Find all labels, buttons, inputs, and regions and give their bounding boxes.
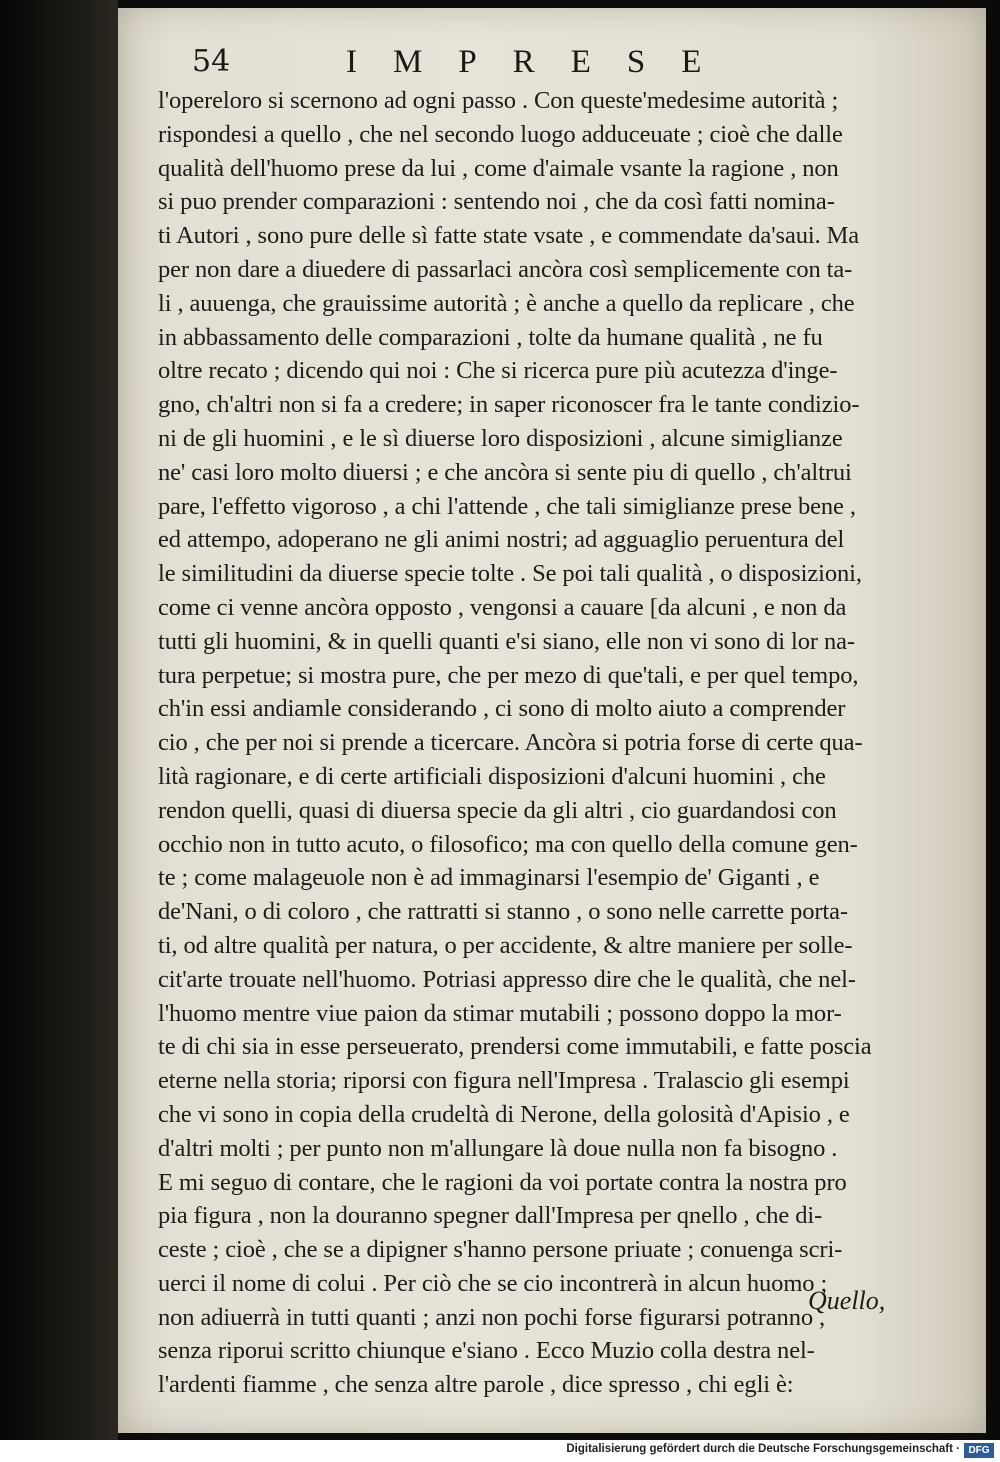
text-line: pare, l'effetto vigoroso , a chi l'attende , che tali simiglianze prese bene , — [158, 492, 856, 520]
text-line: che vi sono in copia della crudeltà di Nerone, della golosità d'Apisio , e — [158, 1100, 850, 1128]
page-edge-shadow — [986, 0, 1000, 1440]
text-line: non adiuerrà in tutti quanti ; anzi non pochi forse figurarsi potranno , — [158, 1303, 826, 1331]
text-line: oltre recato ; dicendo qui noi : Che si ricerca pure più acutezza d'inge- — [158, 357, 838, 385]
text-line: tura perpetue; si mostra pure, che per mezo di que'tali, e per quel tempo, — [158, 661, 859, 689]
text-line: ch'in essi andiamle considerando , ci sono di molto aiuto a comprender — [158, 695, 846, 723]
text-line: rendon quelli, quasi di diuersa specie da gli altri , cio guardandosi con — [158, 796, 837, 824]
funding-credit: Digitalisierung gefördert durch die Deutsche Forschungsgemeinschaft · — [566, 1443, 960, 1455]
text-line: te di chi sia in esse perseuerato, prendersi come immutabili, e fatte poscia — [158, 1033, 872, 1061]
footer-bar — [0, 1440, 1000, 1462]
text-line: cit'arte trouate nell'huomo. Potriasi appresso dire che le qualità, che nel- — [158, 965, 856, 993]
text-line: te ; come malageuole non è ad immaginarsi l'esempio de' Giganti , e — [158, 864, 820, 892]
text-line: lità ragionare, e di certe artificiali disposizioni d'alcuni huomini , che — [158, 762, 826, 790]
page-number: 54 — [192, 44, 231, 79]
text-line: ceste ; cioè , che se a dipigner s'hanno persone priuate ; conuenga scri- — [158, 1236, 843, 1264]
book-spine-shadow — [0, 0, 118, 1440]
text-line: tutti gli huomini, & in quelli quanti e'si siano, elle non vi sono di lor na- — [158, 627, 855, 655]
text-line: occhio non in tutto acuto, o filosofico; ma con quello della comune gen- — [158, 830, 858, 858]
text-line: rispondesi a quello , che nel secondo luogo adduceuate ; cioè che dalle — [158, 120, 843, 148]
text-line: ed attempo, adoperano ne gli animi nostri; ad agguaglio peruentura del — [158, 526, 845, 554]
text-line: pia figura , non la douranno spegner dall'Impresa per qnello , che di- — [158, 1202, 823, 1230]
text-line: l'huomo mentre viue paion da stimar mutabili ; possono doppo la mor- — [158, 999, 842, 1027]
text-line: per non dare a diuedere di passarlaci ancòra così semplicemente con ta- — [158, 255, 853, 283]
text-line: qualità dell'huomo prese da lui , come d'aimale vsante la ragione , non — [158, 154, 839, 182]
book-page — [118, 8, 986, 1433]
text-line: l'ardenti fiamme , che senza altre parole , dice spresso , chi egli è: — [158, 1371, 794, 1399]
body-text — [158, 84, 958, 1402]
dfg-logo: DFG — [964, 1443, 994, 1458]
text-line: ti, od altre qualità per natura, o per accidente, & altre maniere per solle- — [158, 931, 853, 959]
text-line: le similitudini da diuerse specie tolte . Se poi tali qualità , o disposizioni, — [158, 560, 862, 588]
text-line: E mi seguo di contare, che le ragioni da voi portate contra la nostra pro — [158, 1168, 847, 1196]
text-line: l'opereloro si scernono ad ogni passo . Con queste'medesime autorità ; — [158, 87, 839, 114]
text-line: de'Nani, o di coloro , che rattratti si stanno , o sono nelle carrette porta- — [158, 898, 848, 926]
text-line: ni de gli huomini , e le sì diuerse loro disposizioni , alcune simiglianze — [158, 424, 843, 452]
text-line: come ci venne ancòra opposto , vengonsi a cauare [da alcuni , e non da — [158, 593, 847, 621]
text-line: si puo prender comparazioni : sentendo noi , che da così fatti nomina- — [158, 188, 835, 216]
text-line: in abbassamento delle comparazioni , tolte da humane qualità , ne fu — [158, 323, 823, 351]
text-line: li , auuenga, che grauissime autorità ; è anche a quello da replicare , che — [158, 289, 855, 317]
text-line: ti Autori , sono pure delle sì fatte state vsate , e commendate da'saui. Ma — [158, 222, 860, 250]
text-line: eterne nella storia; riporsi con figura nell'Impresa . Tralascio gli esempi — [158, 1067, 850, 1095]
text-line: senza riporui scritto chiunque e'siano . Ecco Muzio colla destra nel- — [158, 1337, 815, 1365]
text-line: uerci il nome di colui . Per ciò che se cio incontrerà in alcun huomo ; — [158, 1269, 828, 1297]
catchword: Quello, — [808, 1286, 886, 1315]
text-line: d'altri molti ; per punto non m'allungare là doue nulla non fa bisogno . — [158, 1134, 838, 1162]
text-line: gno, ch'altri non si fa a credere; in saper riconoscer fra le tante condizio- — [158, 391, 860, 419]
running-head: IMPRESE — [346, 44, 738, 80]
text-line: ne' casi loro molto diuersi ; e che ancòra si sente piu di quello , ch'altrui — [158, 458, 852, 486]
text-line: cio , che per noi si prende a ticercare. Ancòra si potria forse di certe qua- — [158, 729, 863, 757]
